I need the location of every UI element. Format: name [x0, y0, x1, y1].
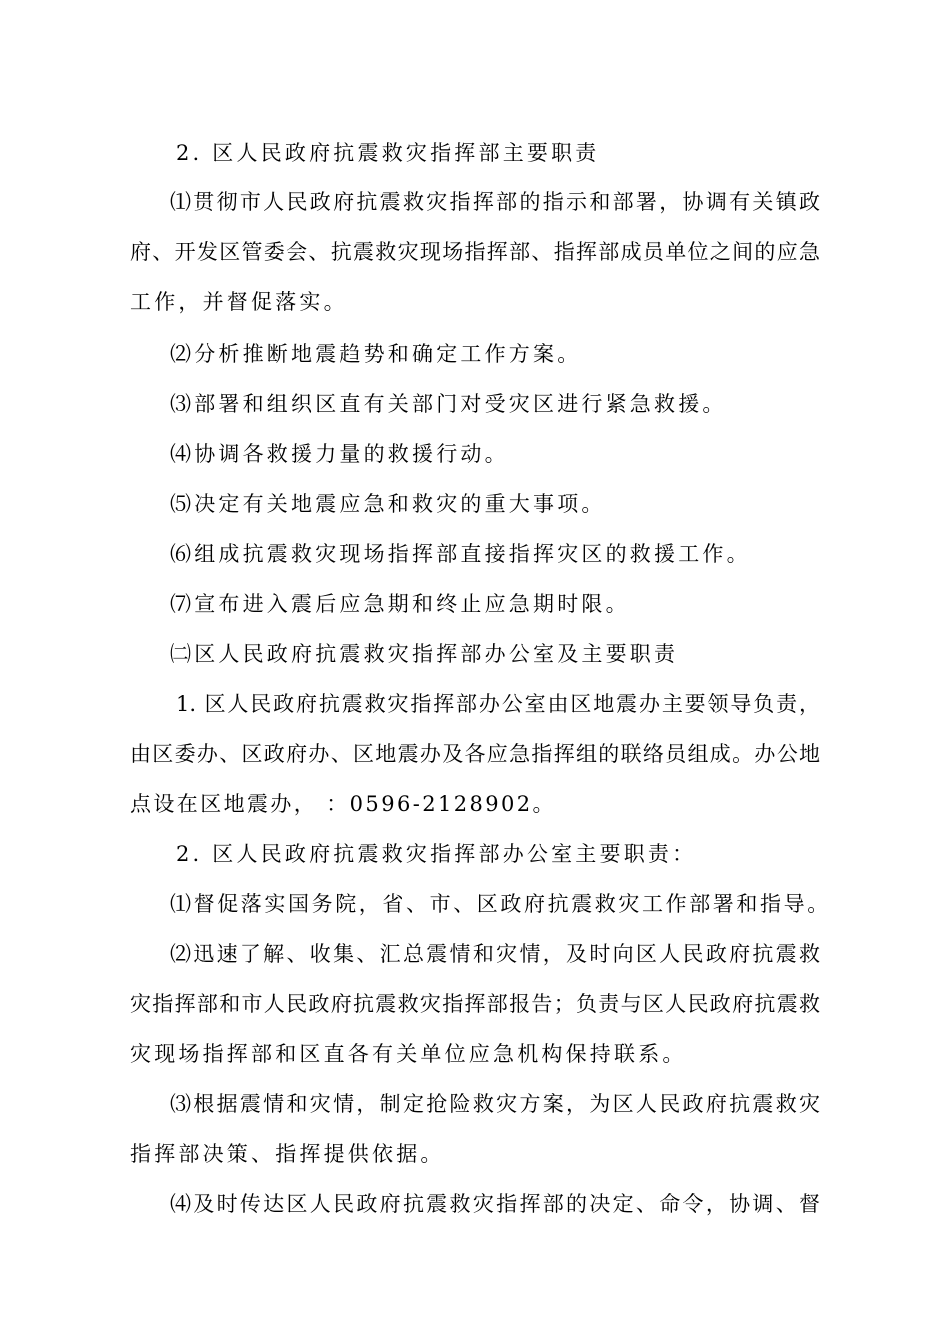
list-item: ⑵迅速了解、收集、汇总震情和灾情，及时向区人民政府抗震救: [170, 942, 820, 966]
paragraph-line: 由区委办、区政府办、区地震办及各应急指挥组的联络员组成。办公地: [130, 742, 820, 766]
list-item: ⑷协调各救援力量的救援行动。: [170, 442, 509, 466]
paragraph-line: 指挥部决策、指挥提供依据。: [130, 1142, 445, 1166]
list-item: ⑷及时传达区人民政府抗震救灾指挥部的决定、命令，协调、督: [170, 1192, 820, 1216]
section-heading: 2. 区人民政府抗震救灾指挥部办公室主要职责：: [176, 842, 697, 866]
paragraph-line: 工作，并督促落实。: [130, 290, 348, 314]
list-item: ⑸决定有关地震应急和救灾的重大事项。: [170, 492, 606, 516]
paragraph-line: 灾现场指挥部和区直各有关单位应急机构保持联系。: [130, 1042, 687, 1066]
section-heading: ㈡区人民政府抗震救灾指挥部办公室及主要职责: [170, 642, 679, 666]
paragraph-line: 府、开发区管委会、抗震救灾现场指挥部、指挥部成员单位之间的应急: [130, 240, 820, 264]
list-item: ⑺宣布进入震后应急期和终止应急期时限。: [170, 592, 630, 616]
paragraph-line: 灾指挥部和市人民政府抗震救灾指挥部报告；负责与区人民政府抗震救: [130, 992, 820, 1016]
list-item: ⑶部署和组织区直有关部门对受灾区进行紧急救援。: [170, 392, 727, 416]
list-item: ⑹组成抗震救灾现场指挥部直接指挥灾区的救援工作。: [170, 542, 751, 566]
list-item: ⑶根据震情和灾情，制定抢险救灾方案，为区人民政府抗震救灾: [170, 1092, 820, 1116]
paragraph-line: ⑴贯彻市人民政府抗震救灾指挥部的指示和部署，协调有关镇政: [170, 190, 820, 214]
list-item: ⑴督促落实国务院，省、市、区政府抗震救灾工作部署和指导。: [170, 892, 831, 916]
paragraph-line: 1. 区人民政府抗震救灾指挥部办公室由区地震办主要领导负责，: [176, 692, 820, 716]
list-item: ⑵分析推断地震趋势和确定工作方案。: [170, 342, 582, 366]
paragraph-line: 点设在区地震办， ：0596-2128902。: [130, 792, 556, 816]
section-heading: 2. 区人民政府抗震救灾指挥部主要职责: [176, 141, 600, 165]
